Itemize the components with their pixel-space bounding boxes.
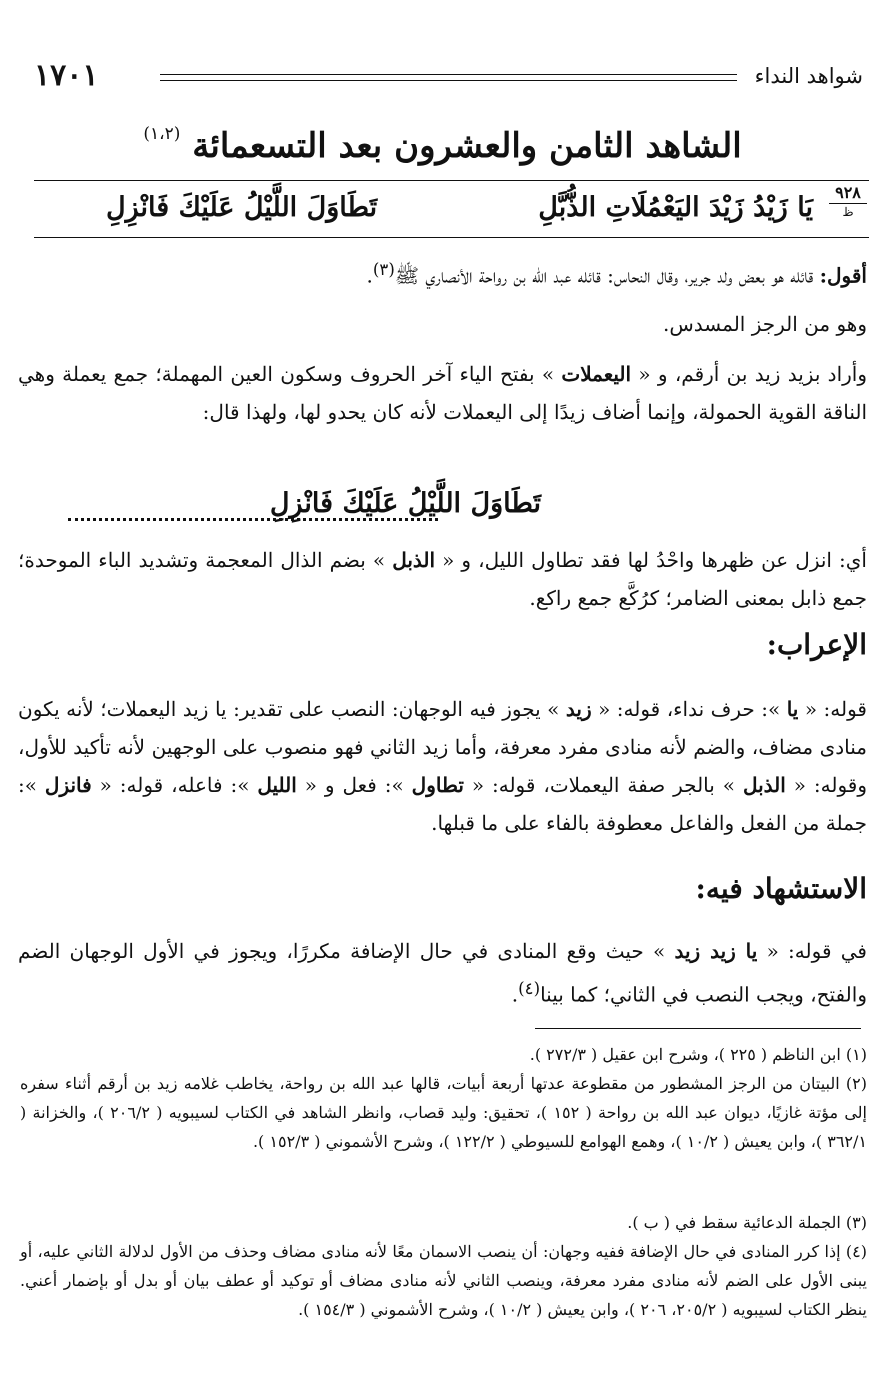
footnote-divider	[535, 1028, 861, 1029]
verse-hemistich-first: يَا زَيْدُ زَيْدَ اليَعْمُلَاتِ الذُّبَّلِ	[538, 192, 813, 223]
label-aqool: أقول:	[819, 263, 867, 288]
irab-text: »: فاعله، قوله: «	[91, 773, 258, 797]
footnote-3: (٣) الجملة الدعائية سقط في ( ب ).	[627, 1213, 867, 1232]
irab-text: » يجوز فيه الوجهان: النصب على تقدير: يا زيد اليعملات؛ لأنه يكون منادى مضاف، والضم لأنه منادى مفرد معرفة، وأما زيد الثاني فهو منصوب على الوجهين لأنه تأكيد للأول، وقوله: «	[18, 697, 867, 797]
dotted-line	[68, 518, 438, 521]
irab-term: زيد	[565, 697, 592, 721]
explanation-text-a: وأراد بزيد زيد بن أرقم، و «	[631, 362, 868, 386]
verse-number-value: ٩٢٨	[835, 183, 861, 202]
irab-term: فانزل	[44, 773, 92, 797]
page-title	[0, 124, 885, 166]
title-footnote-ref: (١،٢)	[143, 124, 181, 144]
explanation-text-b: » بفتح الياء آخر الحروف وسكون العين المهملة؛ جمع يعملة وهي الناقة القوية الحمولة، وإنما أضاف زيدًا إلى اليعملات لأنه كان يحدو لها، ولهذا قال:	[18, 362, 867, 424]
verse-box	[34, 180, 869, 238]
irab-text: »: فعل و «	[296, 773, 412, 797]
paragraph-explanation	[18, 355, 867, 431]
page-number: ١٧٠١	[34, 58, 99, 93]
paragraph-istishhad	[18, 932, 867, 1014]
irab-term: يا	[786, 697, 799, 721]
running-header	[34, 58, 863, 94]
verse-hemistich-second: تَطَاوَلَ اللَّيْلُ عَلَيْكَ فَانْزِلِ	[106, 192, 378, 223]
term-yaamalat: اليعملات	[561, 362, 632, 386]
footnote-ref-3: (٣)	[372, 260, 395, 279]
header-rule	[160, 74, 737, 81]
verse-number	[829, 185, 867, 218]
meaning-text-a: أي: انزل عن ظهرها واحْدُ لها فقد تطاول الليل، و «	[435, 548, 867, 572]
footnote-4: (٤) إذا كرر المنادى في حال الإضافة ففيه وجهان: أن ينصب الاسمان معًا لأنه منادى مضاف وحذف من الأول لدلالة الثاني عليه، أو يبنى الأول على الضم لأنه منادى مفرد معرفة، وينصب الثاني لأنه منادى مضاف أو توكيد أو عطف بيان أو بدل أو بإضمار أعني. ينظر الكتاب لسيبويه ( ٢٠٥/٢، ٢٠٦ )، وابن يعيش ( ١٠/٢ )، وشرح الأشموني ( ١٥٤/٣ ).	[20, 1242, 867, 1319]
section-heading-irab: الإعراب:	[766, 628, 867, 661]
page-title-text: الشاهد الثامن والعشرون بعد التسعمائة	[192, 126, 742, 166]
attribution-end: .	[366, 263, 373, 288]
footnote-2: (٢) البيتان من الرجز المشطور من مقطوعة عدتها أربعة أبيات، قالها عبد الله بن رواحة، يخاطب غلامه زيد بن أرقم أثناء سفره إلى مؤتة غازيًا، ديوان عبد الله بن رواحة ( ١٥٢ )، تحقيق: وليد قصاب، وانظر الشاهد في الكتاب لسيبويه ( ٢٠٦/٢ )، والخزانة ( ٣٦٢/١ )، وابن يعيش ( ١٠/٢ )، وهمع الهوامع للسيوطي ( ١٢٢/٢ )، وشرح الأشموني ( ١٥٢/٣ ).	[20, 1074, 867, 1151]
meaning-text-b: » بضم الذال المعجمة وتشديد الباء الموحدة؛ جمع ذابل بمعنى الضامر؛ كرُكَّع جمع راكع.	[18, 548, 867, 610]
section-heading-istishhad: الاستشهاد فيه:	[695, 872, 867, 905]
paragraph-attribution	[18, 251, 867, 295]
paragraph-irab	[18, 690, 867, 842]
irab-text: قوله: «	[798, 697, 867, 721]
irab-text: » بالجر صفة اليعملات، قوله: «	[463, 773, 743, 797]
istishhad-text: » حيث وقع المنادى في حال الإضافة مكررًا، ويجوز في الأول الوجهان الضم والفتح، ويجب النصب في الثاني؛ كما بينا	[18, 939, 867, 1007]
footnote-1: (١) ابن الناظم ( ٢٢٥ )، وشرح ابن عقيل ( ٢٧٢/٣ ).	[529, 1045, 867, 1064]
paragraph-meaning	[18, 541, 867, 617]
attribution-text: قائله هو بعض ولد جرير، وقال النحاس: قائله عبد الله بن رواحة الأنصاري ﷺ	[394, 263, 820, 288]
running-title: شواهد النداء	[754, 64, 863, 88]
irab-term: تطاول	[411, 773, 464, 797]
irab-text: »: جملة من الفعل والفاعل معطوفة بالفاء على ما قبلها.	[18, 773, 867, 835]
dotted-ellipsis	[68, 491, 438, 531]
paragraph-meter: وهو من الرجز المسدس.	[663, 312, 867, 336]
istishhad-end: .	[511, 982, 519, 1007]
irab-text: »: حرف نداء، قوله: «	[591, 697, 787, 721]
irab-term: الذبل	[742, 773, 786, 797]
istishhad-text: في قوله: «	[757, 939, 867, 963]
irab-term: الليل	[257, 773, 297, 797]
verse-tag: ظ	[829, 203, 867, 218]
cited-verse: تَطَاوَلَ اللَّيْلُ عَلَيْكَ فَانْزِلِ	[269, 488, 541, 519]
istishhad-term: يا زيد زيد	[674, 939, 758, 963]
footnote-ref-4: (٤)	[518, 979, 541, 998]
term-dhubbal: الذبل	[392, 548, 436, 572]
